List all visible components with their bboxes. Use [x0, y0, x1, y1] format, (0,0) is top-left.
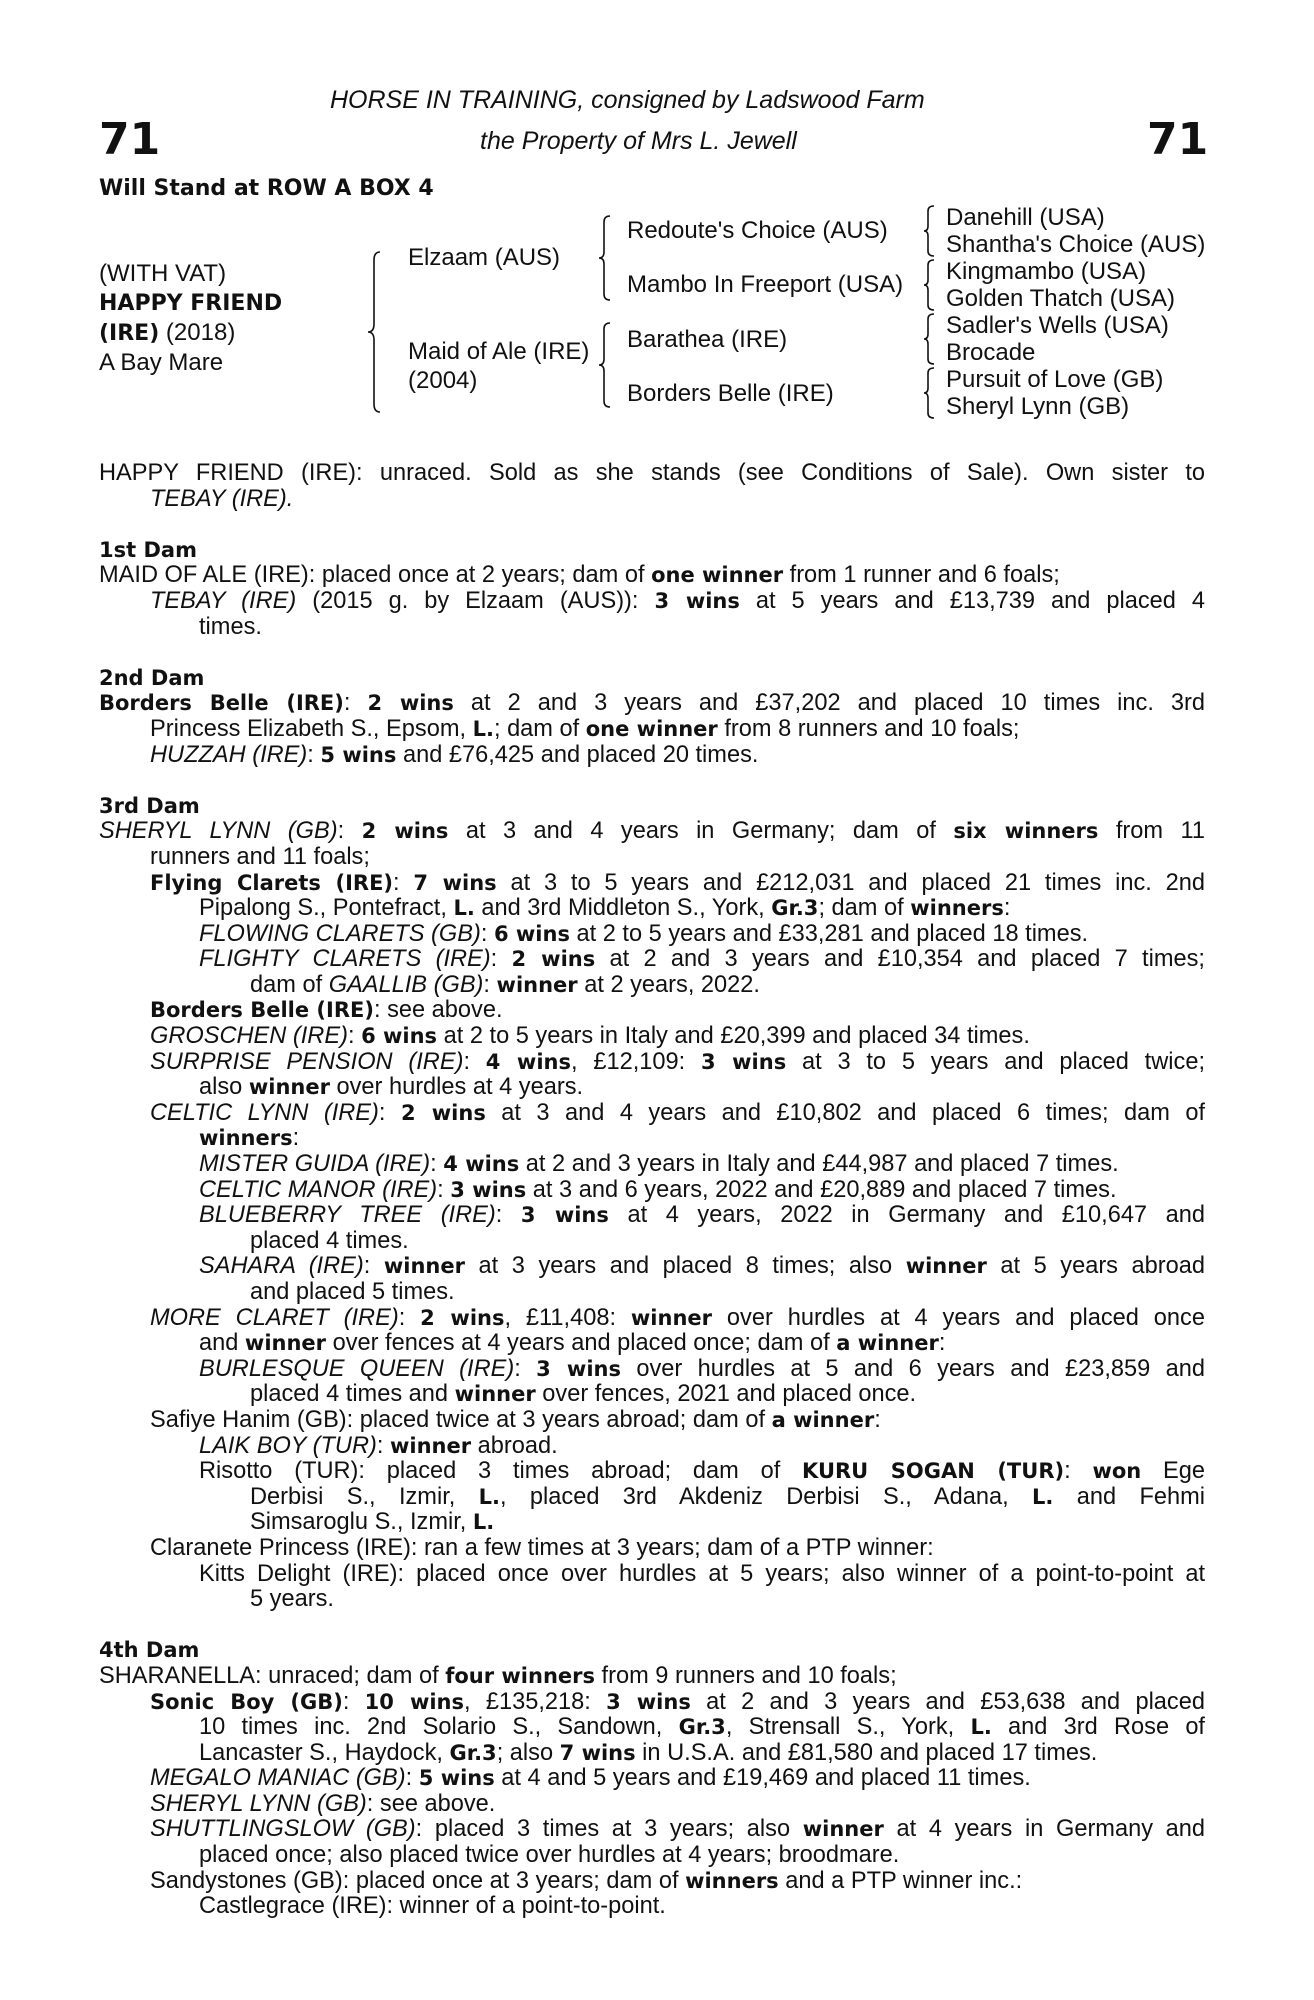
pedigree-line: FLOWING CLARETS (GB): 6 wins at 2 to 5 years and £33,281 and placed 18 times.: [199, 920, 1089, 947]
pedigree-line: FLIGHTY CLARETS (IRE): 2 wins at 2 and 3 years and £10,354 and placed 7 times;: [199, 947, 1205, 973]
intro-line: TEBAY (IRE).: [150, 485, 294, 512]
pedigree-line: placed 4 times and winner over fences, 2021 and placed once.: [250, 1381, 917, 1408]
pedigree-line: SHUTTLINGSLOW (GB): placed 3 times at 3 years; also winner at 4 years in Germany and: [150, 1817, 1205, 1843]
pedigree-line: MAID OF ALE (IRE): placed once at 2 years; dam of one winner from 1 runner and 6 foals;: [99, 562, 1060, 589]
stand-location: Will Stand at ROW A BOX 4: [99, 176, 434, 201]
pedigree-g4: Golden Thatch (USA): [946, 285, 1175, 312]
pedigree-line: SAHARA (IRE): winner at 3 years and placed 8 times; also winner at 5 years abroad: [199, 1254, 1205, 1280]
pedigree-line: Borders Belle (IRE): 2 wins at 2 and 3 years and £37,202 and placed 10 times inc. 3rd: [99, 691, 1205, 717]
pedigree-brace-main: [370, 252, 390, 412]
pedigree-line: 5 years.: [250, 1586, 334, 1613]
section-heading-2nd-dam: 2nd Dam: [99, 665, 205, 690]
pedigree-line: MEGALO MANIAC (GB): 5 wins at 4 and 5 years and £19,469 and placed 11 times.: [150, 1765, 1031, 1792]
pedigree-brace-g1: [924, 206, 938, 256]
pedigree-line: MORE CLARET (IRE): 2 wins, £11,408: winner over hurdles at 4 years and placed once: [150, 1305, 1205, 1331]
pedigree-brace-dam: [600, 323, 616, 407]
horse-year: (2018): [159, 319, 236, 346]
pedigree-dam-sire: Barathea (IRE): [627, 326, 788, 353]
pedigree-line: runners and 11 foals;: [150, 843, 370, 870]
pedigree-line: Derbisi S., Izmir, L., placed 3rd Akdeniz Derbisi S., Adana, L. and Fehmi: [250, 1484, 1205, 1510]
pedigree-line: Kitts Delight (IRE): placed once over hurdles at 5 years; also winner of a point-to-point at: [199, 1561, 1205, 1587]
pedigree-line: Safiye Hanim (GB): placed twice at 3 years abroad; dam of a winner:: [150, 1406, 881, 1433]
pedigree-sire-sire: Redoute's Choice (AUS): [627, 217, 888, 244]
pedigree-line: SHARANELLA: unraced; dam of four winners from 9 runners and 10 foals;: [99, 1662, 897, 1689]
horse-identity: [99, 259, 282, 377]
pedigree-line: and placed 5 times.: [250, 1279, 455, 1305]
horse-suffix: (IRE): [99, 321, 160, 346]
pedigree-g8: Sheryl Lynn (GB): [946, 393, 1130, 420]
pedigree-g1: Danehill (USA): [946, 204, 1105, 231]
pedigree-sire-dam: Mambo In Freeport (USA): [627, 271, 904, 298]
pedigree-line: Princess Elizabeth S., Epsom, L.; dam of one winner from 8 runners and 10 foals;: [150, 715, 1020, 742]
pedigree-line: BURLESQUE QUEEN (IRE): 3 wins over hurdles at 5 and 6 years and £23,859 and: [199, 1356, 1205, 1382]
pedigree-line: Risotto (TUR): placed 3 times abroad; dam of KURU SOGAN (TUR): won Ege: [199, 1459, 1205, 1485]
pedigree-line: CELTIC LYNN (IRE): 2 wins at 3 and 4 years and £10,802 and placed 6 times; dam of: [150, 1100, 1205, 1126]
pedigree-line: TEBAY (IRE) (2015 g. by Elzaam (AUS)): 3 wins at 5 years and £13,739 and placed 4: [150, 588, 1205, 614]
lot-number-right: 71: [1147, 114, 1209, 165]
lot-number-left: 71: [99, 114, 161, 165]
pedigree-brace-sire: [600, 216, 616, 300]
pedigree-line: placed once; also placed twice over hurdles at 4 years; broodmare.: [199, 1842, 900, 1869]
pedigree-brace-g2: [924, 260, 938, 310]
pedigree-line: SURPRISE PENSION (IRE): 4 wins, £12,109: 3 wins at 3 to 5 years and placed twice;: [150, 1049, 1205, 1075]
pedigree-line: BLUEBERRY TREE (IRE): 3 wins at 4 years, 2022 in Germany and £10,647 and: [199, 1203, 1205, 1229]
section-heading-4th-dam: 4th Dam: [99, 1638, 200, 1663]
pedigree-line: 10 times inc. 2nd Solario S., Sandown, Gr.3, Strensall S., York, L. and 3rd Rose of: [199, 1715, 1205, 1741]
pedigree-line: placed 4 times.: [250, 1227, 409, 1254]
pedigree-line: SHERYL LYNN (GB): see above.: [150, 1790, 496, 1817]
pedigree-line: also winner over hurdles at 4 years.: [199, 1074, 584, 1101]
pedigree-g3: Kingmambo (USA): [946, 258, 1147, 285]
pedigree-dam: Maid of Ale (IRE): [408, 338, 590, 365]
pedigree-line: and winner over fences at 4 years and placed once; dam of a winner:: [199, 1330, 946, 1357]
pedigree-dam-dam: Borders Belle (IRE): [627, 380, 834, 407]
pedigree-brace-g3: [924, 314, 938, 364]
pedigree-line: Lancaster S., Haydock, Gr.3; also 7 wins in U.S.A. and £81,580 and placed 17 times.: [199, 1739, 1098, 1766]
pedigree-brace-g4: [924, 368, 938, 418]
pedigree-line: MISTER GUIDA (IRE): 4 wins at 2 and 3 years in Italy and £44,987 and placed 7 times.: [199, 1151, 1119, 1178]
catalogue-text: [99, 461, 1205, 1920]
pedigree-dam-year: (2004): [408, 367, 478, 394]
pedigree-line: GROSCHEN (IRE): 6 wins at 2 to 5 years in Italy and £20,399 and placed 34 times.: [150, 1023, 1030, 1050]
pedigree-line: Simsaroglu S., Izmir, L.: [250, 1509, 495, 1536]
pedigree-sire: Elzaam (AUS): [408, 244, 561, 271]
pedigree-line: times.: [199, 613, 262, 640]
pedigree-line: SHERYL LYNN (GB): 2 wins at 3 and 4 years in Germany; dam of six winners from 11: [99, 819, 1205, 845]
pedigree-line: dam of GAALLIB (GB): winner at 2 years, 2022.: [250, 971, 760, 998]
pedigree-g6: Brocade: [946, 339, 1036, 366]
header-consignor: HORSE IN TRAINING, consigned by Ladswood Farm: [330, 86, 925, 114]
intro-line: HAPPY FRIEND (IRE): unraced. Sold as she stands (see Conditions of Sale). Own sister to: [99, 461, 1205, 486]
pedigree-line: HUZZAH (IRE): 5 wins and £76,425 and placed 20 times.: [150, 741, 759, 768]
pedigree-line: Claranete Princess (IRE): ran a few times at 3 years; dam of a PTP winner:: [150, 1534, 934, 1561]
horse-description: A Bay Mare: [99, 349, 224, 376]
pedigree-line: Sandystones (GB): placed once at 3 years; dam of winners and a PTP winner inc.:: [150, 1867, 1023, 1894]
pedigree-line: Castlegrace (IRE): winner of a point-to-point.: [199, 1893, 666, 1920]
pedigree-g5: Sadler's Wells (USA): [946, 312, 1169, 339]
pedigree-g7: Pursuit of Love (GB): [946, 366, 1164, 393]
section-heading-3rd-dam: 3rd Dam: [99, 793, 200, 818]
pedigree-g2: Shantha's Choice (AUS): [946, 231, 1206, 258]
pedigree-line: Borders Belle (IRE): see above.: [150, 997, 503, 1024]
pedigree-line: LAIK BOY (TUR): winner abroad.: [199, 1432, 558, 1459]
pedigree-line: winners:: [199, 1125, 300, 1152]
section-heading-1st-dam: 1st Dam: [99, 537, 197, 562]
pedigree-line: Sonic Boy (GB): 10 wins, £135,218: 3 wins at 2 and 3 years and £53,638 and placed: [150, 1689, 1205, 1715]
pedigree-line: Flying Clarets (IRE): 7 wins at 3 to 5 years and £212,031 and placed 21 times inc. 2nd: [150, 870, 1205, 896]
header-property: the Property of Mrs L. Jewell: [480, 127, 797, 155]
pedigree-line: CELTIC MANOR (IRE): 3 wins at 3 and 6 years, 2022 and £20,889 and placed 7 times.: [199, 1176, 1117, 1203]
vat-note: (WITH VAT): [99, 260, 227, 287]
pedigree-line: Pipalong S., Pontefract, L. and 3rd Middleton S., York, Gr.3; dam of winners:: [199, 895, 1011, 922]
horse-name: HAPPY FRIEND: [99, 291, 283, 316]
